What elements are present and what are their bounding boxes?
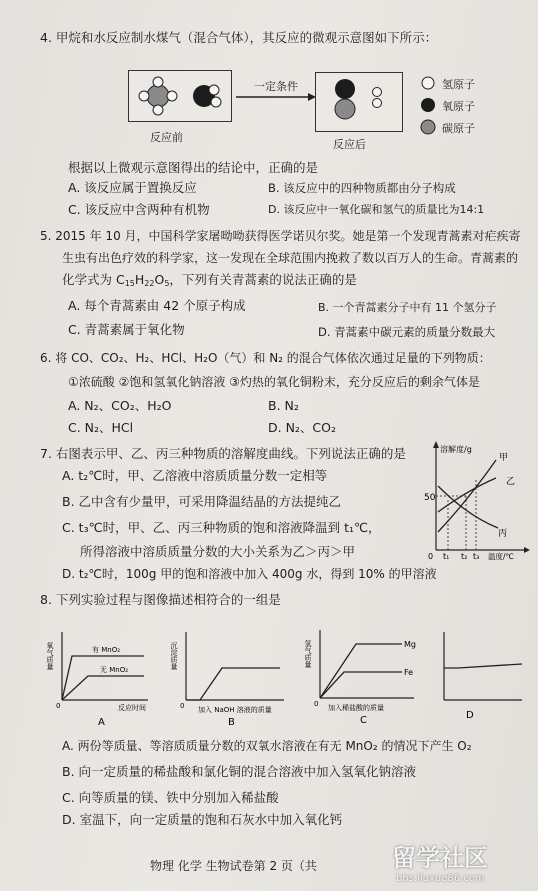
before-molecules [128,70,232,122]
q5-option-a: A. 每个青蒿素由 42 个原子构成 [68,298,246,313]
q4-option-a: A. 该反应属于置换反应 [68,180,197,195]
solubility-graph [418,440,530,560]
q6-line2: ①浓硫酸 ②饱和氢氧化钠溶液 ③灼热的氧化铜粉末，充分反应后的剩余气体是 [68,375,480,389]
graph-t2: t₂ [461,552,468,561]
solubility-x-arrow [524,547,530,553]
graph-c-ylabel: 氢气质量 [304,640,312,668]
formula-o-sub: 5 [164,279,170,288]
before-label: 反应前 [150,131,183,144]
q5-line3-tail: ，下列有关青蒿素的说法正确的是 [169,272,357,287]
q8-graph-a [48,628,158,728]
q8-option-c: C. 向等质量的镁、铁中分别加入稀盐酸 [62,790,279,805]
condition-label: 一定条件 [254,80,298,93]
graph-ylabel: 溶解度/g [440,445,472,454]
watermark-logo: 留学社区 [392,844,488,872]
q5-line1: 5. 2015 年 10 月，中国科学家屠呦呦获得医学诺贝尔奖。她是第一个发现青蒿素对疟疾寄 [40,229,521,243]
formula-h: H [134,272,145,287]
q7-option-b: B. 乙中含有少量甲，可采用降温结晶的方法提纯乙 [62,494,342,509]
after-label: 反应后 [333,138,366,151]
graph-c-line-mg [320,644,402,698]
q5-line3 [62,272,357,292]
reaction-arrow [236,92,316,102]
q4-prompt: 根据以上微观示意图得出的结论中，正确的是 [68,160,319,175]
graph-a-tag: A [98,717,105,728]
formula-c: 化学式为 C [62,272,125,287]
q6-option-a: A. N₂、CO₂、H₂O [68,398,172,413]
q8-option-d: D. 室温下，向一定质量的饱和石灰水中加入氧化钙 [62,812,343,827]
q8-stem: 8. 下列实验过程与图像描述相符合的一组是 [40,592,281,607]
after-molecules [315,72,403,132]
formula-c-sub: 15 [124,279,135,288]
solubility-y-arrow [433,441,439,448]
graph-d-line [444,664,522,668]
q6-option-b: B. N₂ [268,398,299,413]
label-jia: 甲 [499,453,509,463]
formula-h-sub: 22 [144,279,155,288]
legend-c: 碳原子 [442,122,475,135]
graph-a-xlabel: 反应时间 [118,704,146,712]
graph-origin: 0 [428,552,434,561]
legend-o: 氧原子 [442,100,475,113]
q4-option-d: D. 该反应中一氧化碳和氢气的质量比为14:1 [268,203,485,216]
graph-c-xlabel: 加入稀盐酸的质量 [328,704,384,712]
curve-jia [438,460,496,532]
graph-c-l2: Fe [404,668,414,677]
q5-option-d: D. 青蒿素中碳元素的质量分数最大 [318,325,496,339]
graph-a-ylabel: 氧气质量 [46,642,54,670]
graph-b-tag: B [228,717,235,728]
q4-option-c: C. 该反应中含两种有机物 [68,202,210,217]
graph-a-line-without [62,676,144,700]
q8-option-a: A. 两份等质量、等溶质质量分数的双氧水溶液在有无 MnO₂ 的情况下产生 O₂ [62,739,472,753]
page-footer: 物理 化学 生物试卷第 2 页（共 [150,859,317,873]
graph-b-line [186,668,280,700]
graph-a-l1: 有 MnO₂ [92,646,121,654]
q8-option-b: B. 向一定质量的稀盐酸和氯化铜的混合溶液中加入氢氧化钠溶液 [62,764,417,779]
graph-t1: t₁ [443,552,450,561]
graph-xlabel: 温度/℃ [488,552,514,561]
q4-option-b: B. 该反应中的四种物质都由分子构成 [268,181,456,195]
q8-graph-d [436,628,526,728]
graph-c-l1: Mg [404,640,416,649]
graph-a-line-with [62,656,144,700]
graph-t3: t₃ [473,552,480,561]
q5-line2: 生虫有出色疗效的科学家，这一发现在全球范围内挽救了数以百万人的生命。青蒿素的 [62,251,519,265]
q7-option-c2: 所得溶液中溶质质量分数的大小关系为乙＞丙＞甲 [80,544,356,559]
q8-graph-b [172,628,292,728]
q6-option-d: D. N₂、CO₂ [268,420,337,435]
q6-option-c: C. N₂、HCl [68,420,134,435]
label-bing: 丙 [498,529,508,539]
graph-y50: 50 [424,493,436,503]
graph-c-origin: 0 [314,700,319,708]
q7-option-c1: C. t₃℃时，甲、乙、丙三种物质的饱和溶液降温到 t₁℃， [62,520,381,535]
graph-c-line-fe [320,672,402,698]
formula-o: O [154,272,165,287]
graph-d-tag: D [466,710,474,721]
q4-stem: 4. 甲烷和水反应制水煤气（混合气体），其反应的微观示意图如下所示： [40,30,438,45]
legend-h: 氢原子 [442,78,475,91]
graph-b-ylabel: 沉淀质量 [170,642,178,670]
q5-option-b: B. 一个青蒿素分子中有 11 个氢分子 [318,301,497,314]
watermark-url: bbs.liuxue86.com [396,873,485,884]
graph-b-origin: 0 [180,702,185,710]
q7-stem: 7. 右图表示甲、乙、丙三种物质的溶解度曲线。下列说法正确的是 [40,446,406,461]
graph-a-l2: 无 MnO₂ [100,666,129,674]
q7-option-d: D. t₂℃时，100g 甲的饱和溶液中加入 400g 水，得到 10% 的甲溶液 [62,567,437,581]
graph-a-origin: 0 [56,702,61,710]
graph-c-tag: C [360,715,367,726]
label-yi: 乙 [506,477,516,487]
legend-icons [418,74,438,136]
q8-graph-c [306,626,426,726]
q6-line1: 6. 将 CO、CO₂、H₂、HCl、H₂O（气）和 N₂ 的混合气体依次通过足量的下列物质： [40,351,491,365]
q5-option-c: C. 青蒿素属于氧化物 [68,322,185,337]
q7-option-a: A. t₂℃时，甲、乙溶液中溶质质量分数一定相等 [62,468,328,483]
graph-b-xlabel: 加入 NaOH 溶液的质量 [198,706,272,714]
